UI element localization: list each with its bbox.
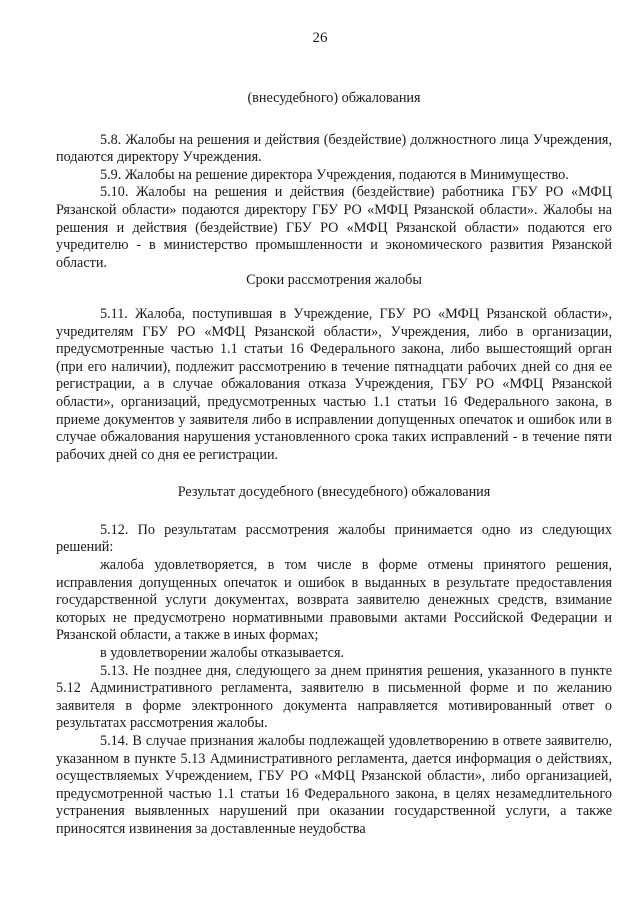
paragraph-5-13: 5.13. Не позднее дня, следующего за днем принятия решения, указанного в пункте 5.12 Административного регламента, заявителю в письменной форме и по желанию заявителя в форме электронного документа направляется мотивированный ответ о результатах рассмотрения жалобы.	[56, 662, 612, 732]
paragraph-5-8: 5.8. Жалобы на решения и действия (бездействие) должностного лица Учреждения, подаются директору Учреждения.	[56, 131, 612, 166]
section-heading-review-period: Сроки рассмотрения жалобы	[246, 272, 422, 289]
paragraph-5-11: 5.11. Жалоба, поступившая в Учреждение, ГБУ РО «МФЦ Рязанской области», учредителям ГБУ РО «МФЦ Рязанской области», Учреждения, либо в организации, предусмотренные частью 1.1 статьи 16 Федерального закона, либо вышестоящий орган (при его наличии), подлежит рассмотрению в течение пятнадцати рабочих дней со дня ее регистрации, а в случае обжалования отказа Учреждения, ГБУ РО «МФЦ Рязанской области», организаций, предусмотренных частью 1.1 статьи 16 Федерального закона, в приеме документов у заявителя либо в исправлении допущенных опечаток и ошибок или в случае обжалования нарушения установленного срока таких исправлений - в течение пяти рабочих дней со дня ее регистрации.	[56, 305, 612, 463]
document-body	[56, 90, 612, 839]
paragraph-5-10: 5.10. Жалобы на решения и действия (бездействие) работника ГБУ РО «МФЦ Рязанской области» подаются директору ГБУ РО «МФЦ Рязанской области». Жалобы на решения и действия (бездействие) ГБУ РО «МФЦ Рязанской области» подаются его учредителю - в министерство промышленности и экономического развития Рязанской области.	[56, 184, 612, 271]
paragraph-5-12: 5.12. По результатам рассмотрения жалобы принимается одно из следующих решений:	[56, 521, 612, 556]
section-heading-appeal-result: Результат досудебного (внесудебного) обжалования	[177, 484, 491, 501]
page-number: 26	[312, 30, 328, 46]
section-heading-appeal-end: (внесудебного) обжалования	[247, 90, 421, 106]
paragraph-complaint-rejected: в удовлетворении жалобы отказывается.	[100, 645, 345, 662]
paragraph-5-14: 5.14. В случае признания жалобы подлежащей удовлетворению в ответе заявителю, указанном в пункте 5.13 Административного регламента, дается информация о действиях, осуществляемых Учреждением, ГБУ РО «МФЦ Рязанской области», либо организацией, предусмотренной частью 1.1 статьи 16 Федерального закона, в целях незамедлительного устранения выявленных нарушений при оказании государственной услуги, а также приносятся извинения за доставленные неудобства	[56, 733, 612, 837]
paragraph-5-9: 5.9. Жалобы на решение директора Учреждения, подаются в Минимущество.	[100, 166, 569, 183]
paragraph-complaint-satisfied: жалоба удовлетворяется, в том числе в форме отмены принятого решения, исправления допущенных опечаток и ошибок в выданных в результате предоставления государственной услуги документах, возврата заявителю денежных средств, взимание которых не предусмотрено нормативными правовыми актами Российской Федерации и Рязанской области, а также в иных формах;	[56, 557, 612, 644]
